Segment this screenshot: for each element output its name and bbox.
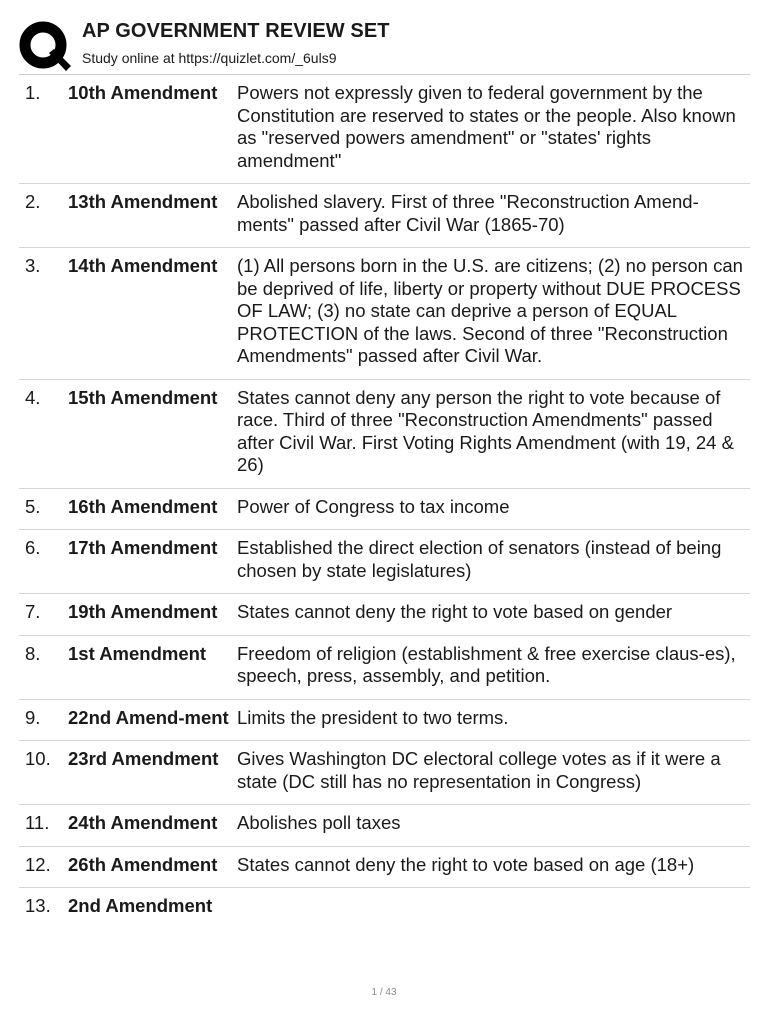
card-term: 1st Amendment (68, 642, 207, 664)
card-definition: Abolished slavery. First of three "Reconstruction Amend-ments" passed after Civil War (1865-70) (237, 191, 699, 235)
flashcard-row (19, 593, 750, 635)
card-term: 22nd Amend-ment (68, 706, 229, 728)
card-number: 8. (25, 642, 41, 664)
flashcard-row (19, 247, 750, 379)
page-number: 1 / 43 (371, 987, 397, 998)
card-term: 17th Amendment (68, 537, 218, 558)
card-term: 13th Amendment (68, 191, 218, 212)
card-definition: Powers not expressly given to federal government by the Constitution are reserved to states or the people. Also known as "reserved powers amendment" or "states' rights amendment" (237, 82, 736, 171)
card-term: 26th Amendment (68, 853, 218, 875)
study-online-link[interactable]: Study online at https://quizlet.com/_6uls9 (82, 50, 337, 66)
page-header (0, 0, 768, 74)
card-definition: (1) All persons born in the U.S. are citizens; (2) no person can be deprived of life, liberty or property without DUE PROCESS OF LAW; (3) no state can deprive a person of EQUAL PROTECTION of the laws. Second of three "Reconstruction Amendments" passed after Civil War. (237, 255, 743, 366)
card-number: 12. (25, 853, 51, 875)
flashcard-row (19, 183, 750, 247)
card-number: 4. (25, 386, 41, 408)
card-definition: Abolishes poll taxes (237, 812, 401, 833)
card-term: 16th Amendment (68, 495, 218, 517)
flashcard-row (19, 699, 750, 741)
quizlet-q-logo-icon (19, 20, 71, 72)
flashcard-row (19, 887, 750, 929)
card-term: 10th Amendment (68, 82, 218, 103)
card-number: 13. (25, 895, 51, 916)
flashcard-row (19, 846, 750, 888)
card-number: 1. (25, 82, 41, 103)
flashcard-row (19, 74, 750, 183)
card-number: 6. (25, 537, 41, 558)
card-number: 9. (25, 706, 41, 728)
card-number: 10. (25, 748, 51, 769)
card-term: 24th Amendment (68, 812, 218, 833)
flashcard-row (19, 740, 750, 804)
flashcard-row (19, 488, 750, 530)
card-number: 7. (25, 601, 41, 622)
page-title: AP GOVERNMENT REVIEW SET (82, 20, 390, 42)
card-term: 14th Amendment (68, 255, 218, 276)
flashcard-row (19, 379, 750, 488)
card-definition: States cannot deny any person the right to vote because of race. Third of three "Reconstruction Amendments" passed after Civil War. First Voting Rights Amendment (with 19, 24 & 26) (237, 386, 734, 475)
card-number: 3. (25, 255, 41, 276)
card-term: 2nd Amendment (68, 895, 213, 916)
flashcard-list (19, 74, 750, 929)
card-number: 2. (25, 191, 41, 212)
card-number: 11. (25, 812, 50, 833)
card-term: 15th Amendment (68, 386, 218, 408)
flashcard-row (19, 529, 750, 593)
card-definition: Gives Washington DC electoral college votes as if it were a state (DC still has no representation in Congress) (237, 748, 721, 792)
card-term: 19th Amendment (68, 601, 218, 622)
card-definition: Limits the president to two terms. (237, 706, 509, 728)
card-term: 23rd Amendment (68, 748, 219, 769)
flashcard-row (19, 804, 750, 846)
card-definition: States cannot deny the right to vote based on gender (237, 601, 673, 622)
flashcard-row (19, 635, 750, 699)
card-number: 5. (25, 495, 41, 517)
card-definition: Established the direct election of senators (instead of being chosen by state legislatures) (237, 537, 722, 581)
card-definition: Freedom of religion (establishment & free exercise claus-es), speech, press, assembly, and petition. (237, 642, 736, 686)
card-definition: Power of Congress to tax income (237, 495, 510, 517)
card-definition: States cannot deny the right to vote based on age (18+) (237, 853, 695, 875)
